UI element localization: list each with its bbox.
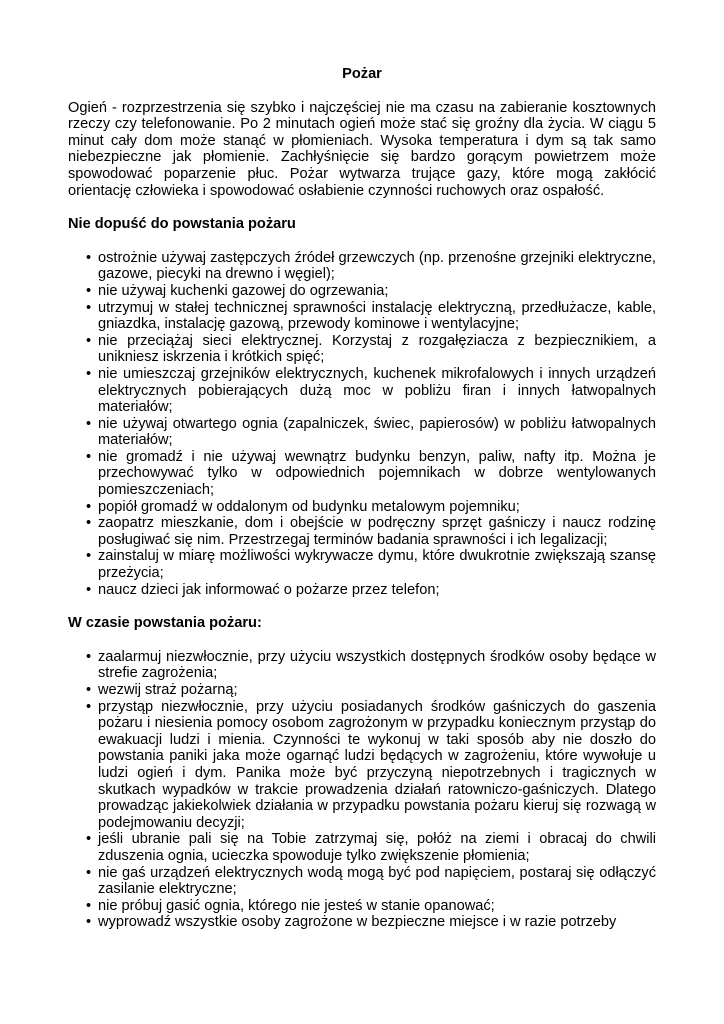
list-item-text: nie używaj otwartego ognia (zapalniczek, świec, papierosów) w pobliżu łatwopalnych materiałów;: [98, 415, 656, 449]
list-item-text: nie gromadź i nie używaj wewnątrz budynku benzyn, paliw, nafty itp. Można je przechowywać tylko w odpowiednich pojemnikach w dobrze wentylowanych pomieszczeniach;: [98, 448, 656, 499]
bullet-marker: •: [86, 415, 92, 432]
bullet-marker: •: [86, 515, 92, 532]
list-item-text: nie umieszczaj grzejników elektrycznych, kuchenek mikrofalowych i innych urządzeń elektrycznych pobierających dużą moc w pobliżu firan i innych łatwopalnych materiałów;: [98, 365, 656, 416]
bullet-marker: •: [86, 914, 92, 931]
bullet-marker: •: [86, 332, 92, 349]
list-item-text: popiół gromadź w oddalonym od budynku metalowym pojemniku;: [98, 498, 520, 515]
during-fire-list: [68, 649, 656, 931]
list-item: [68, 499, 656, 516]
list-item: [68, 283, 656, 300]
list-item: [68, 831, 656, 864]
list-item: [68, 914, 656, 931]
list-item: [68, 548, 656, 581]
list-item-text: nie używaj kuchenki gazowej do ogrzewania;: [98, 282, 389, 299]
bullet-marker: •: [86, 498, 92, 515]
list-item-text: utrzymuj w stałej technicznej sprawności instalację elektryczną, przedłużacze, kable, gniazdka, instalację gazową, przewody kominowe i wentylacyjne;: [98, 299, 656, 333]
list-item-text: zaopatrz mieszkanie, dom i obejście w podręczny sprzęt gaśniczy i naucz rodzinę posługiwać się nim. Przestrzegaj terminów badania sprawności i ich legalizacji;: [98, 515, 656, 548]
bullet-marker: •: [86, 299, 92, 316]
list-item: [68, 449, 656, 499]
list-item-text: zaalarmuj niezwłocznie, przy użyciu wszystkich dostępnych środków osoby będące w strefie zagrożenia;: [98, 648, 656, 682]
list-item: [68, 333, 656, 366]
bullet-marker: •: [86, 548, 92, 565]
bullet-marker: •: [86, 648, 92, 665]
list-item-text: nie próbuj gasić ognia, którego nie jesteś w stanie opanować;: [98, 897, 495, 914]
list-item: [68, 515, 656, 548]
list-item: [68, 682, 656, 699]
bullet-marker: •: [86, 897, 92, 914]
list-item-text: naucz dzieci jak informować o pożarze przez telefon;: [98, 581, 440, 598]
list-item-text: zainstaluj w miarę możliwości wykrywacze dymu, które dwukrotnie zwiększają szansę przeżycia;: [98, 548, 656, 582]
list-item: [68, 649, 656, 682]
section-heading-during-fire: W czasie powstania pożaru:: [68, 615, 262, 632]
document-page: [68, 66, 656, 931]
intro-paragraph: Ogień - rozprzestrzenia się szybko i najczęściej nie ma czasu na zabieranie kosztownych rzeczy czy telefonowanie. Po 2 minutach ogień może stać się groźny dla życia. W ciągu 5 minut cały dom może stanąć w płomieniach. Wysoka temperatura i dym są tak samo niebezpieczne jak płomienie. Zachłyśnięcie się bardzo gorącym powietrzem może spowodować poparzenie płuc. Pożar wytwarza trujące gazy, które mogą zakłócić orientację człowieka i spowodować osłabienie czynności ruchowych oraz ospałość.: [68, 99, 656, 199]
list-item-text: nie gaś urządzeń elektrycznych wodą mogą być pod napięciem, postaraj się odłączyć zasilanie elektryczne;: [98, 864, 656, 898]
bullet-marker: •: [86, 581, 92, 598]
list-item: [68, 898, 656, 915]
list-item-text: ostrożnie używaj zastępczych źródeł grzewczych (np. przenośne grzejniki elektryczne, gazowe, piecyki na drewno i węgiel);: [98, 249, 656, 283]
list-item: [68, 865, 656, 898]
list-item: [68, 366, 656, 416]
list-item: [68, 250, 656, 283]
list-item: [68, 416, 656, 449]
list-item-text: jeśli ubranie pali się na Tobie zatrzymaj się, połóż na ziemi i obracaj do chwili zduszenia ognia, ucieczka spowoduje tylko zwiększenie płomienia;: [98, 831, 656, 864]
list-item-text: nie przeciążaj sieci elektrycznej. Korzystaj z rozgałęziacza z bezpiecznikiem, a unikniesz iskrzenia i krótkich spięć;: [98, 332, 656, 366]
list-item: [68, 699, 656, 832]
list-item: [68, 300, 656, 333]
bullet-marker: •: [86, 448, 92, 465]
bullet-marker: •: [86, 682, 92, 698]
section-heading-prevention: Nie dopuść do powstania pożaru: [68, 216, 296, 233]
bullet-marker: •: [86, 864, 92, 881]
prevention-list: [68, 250, 656, 598]
page-title: Pożar: [342, 66, 382, 82]
bullet-marker: •: [86, 249, 92, 266]
list-item-text: przystąp niezwłocznie, przy użyciu posiadanych środków gaśniczych do gaszenia pożaru i niesienia pomocy osobom zagrożonym w przypadku koniecznym przystąp do ewakuacji ludzi i mienia. Czynności te wykonuj w taki sposób aby nie doszło do powstania paniki jaka może ogarnąć ludzi będących w zagrożeniu, które wywołuje u ludzi ogień i dym. Panika może być przyczyną niepotrzebnych i tragicznych w skutkach wypadków w trakcie prowadzenia działań ratowniczo-gaśniczych. Dlatego prowadząc jakiekolwiek działania w przypadku powstania pożaru kieruj się rozwagą w podejmowaniu decyzji;: [98, 698, 656, 831]
list-item: [68, 582, 656, 599]
bullet-marker: •: [86, 282, 92, 299]
list-item-text: wezwij straż pożarną;: [98, 682, 238, 698]
bullet-marker: •: [86, 831, 92, 848]
list-item-text: wyprowadź wszystkie osoby zagrożone w bezpieczne miejsce i w razie potrzeby: [98, 914, 617, 931]
bullet-marker: •: [86, 698, 92, 715]
bullet-marker: •: [86, 365, 92, 382]
